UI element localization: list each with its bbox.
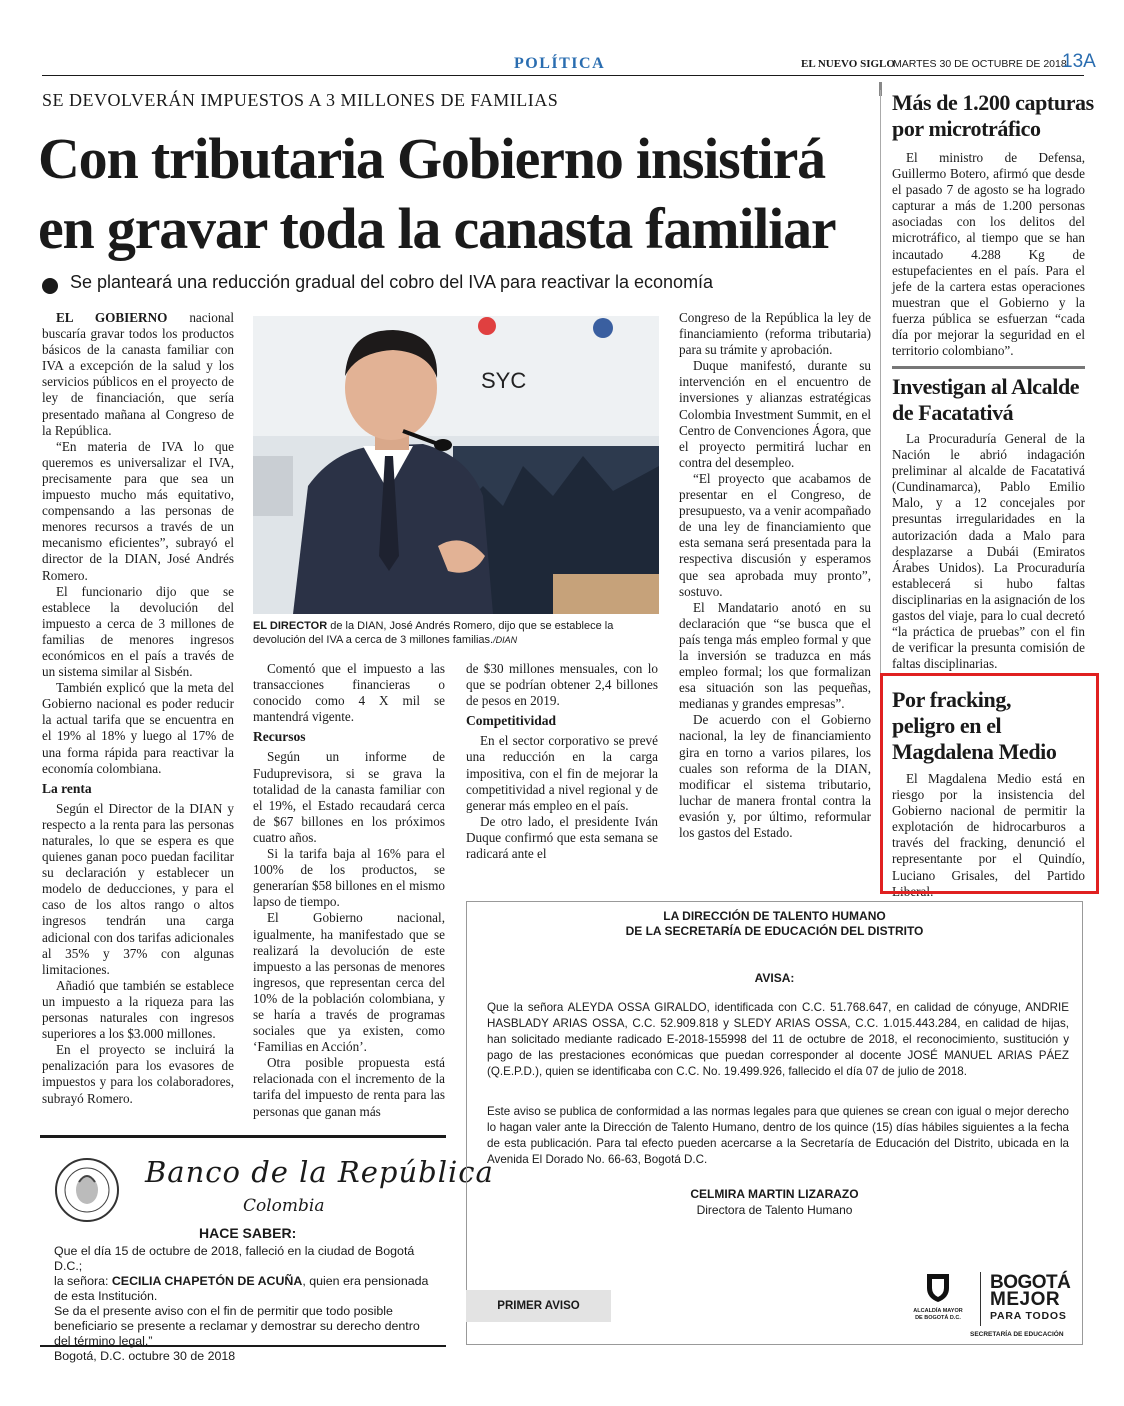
headline-line-1: Con tributaria Gobierno insistirá [38, 126, 825, 191]
caption-text: de la DIAN, José Andrés Romero, dijo que se establece la devolución del IVA a cerca de 3 millones familias. [253, 620, 614, 646]
paragraph: De acuerdo con el Gobierno nacional, la ley de financiamiento gira en torno a varios pilares, los cuales son reforma de la DIAN, modificar el sistema tributario, luchar de manera frontal contra la evasión y, por último, reformular los gastos del Estado. [679, 712, 871, 840]
paragraph: de $30 millones mensuales, con lo que se podrían obtener 2,4 billones de pesos en 2019. [466, 661, 658, 709]
paragraph-text: nacional buscaría gravar todos los productos básicos de la canasta familiar con IVA a excepción de la salud y los servicios públicos en el proyecto de ley de financiación, que sería presentado mañana al Congreso de la República. [42, 310, 234, 438]
paragraph: De otro lado, el presidente Iván Duque confirmó que esta semana se radicará ante el [466, 813, 658, 862]
notice-title-2: DE LA SECRETARÍA DE EDUCACIÓN DEL DISTRITO [625, 924, 924, 938]
paragraph: Comentó que el impuesto a las transacciones financieras o conocido como 4 X mil se mantendrá vigente. [253, 661, 445, 725]
paragraph: Si la tarifa baja al 16% para el 100% de los productos, se generarían $58 billones en el mismo lapso de tiempo. [253, 846, 445, 910]
banco-notice-body [54, 1244, 436, 1364]
signer-name: CELMIRA MARTIN LIZARAZO [690, 1187, 859, 1201]
deceased-name: CECILIA CHAPETÓN DE ACUÑA [111, 1274, 303, 1288]
secretaria-text: SECRETARÍA DE EDUCACIÓN [970, 1331, 1064, 1338]
avisa-label: AVISA: [754, 971, 795, 985]
paragraph: “El proyecto que acabamos de presentar en el Congreso, de presupuesto, va a venir acompañado de una ley de financiamiento que esta semana será presentada para la respectiva discusión y esperamos que sea aprobada muy pronto”, sostuvo. [679, 470, 871, 599]
sidebar-story1-title-line1: Más de 1.200 capturas [892, 90, 1094, 115]
story-photo [253, 316, 659, 614]
paragraph: Otra posible propuesta está relacionada con el incremento de la tarifa del impuesto de renta para las personas que ganan más [253, 1055, 445, 1119]
paragraph: También explicó que la meta del Gobierno nacional es poder reducir la actual tarifa que se encuentra en el 19% al 18% y luego al 17% de una forma rápida para reactivar la economía colombiana. [42, 680, 234, 776]
paragraph: “En materia de IVA lo que queremos es universalizar el IVA, precisamente para que sea un impuesto mucho más equitativo, compensando a las personas de menores recursos a través de un mecanismo eficientes”, subrayó el director de la DIAN, José Andrés Romero. [42, 438, 234, 583]
sidebar-story3-title-line3: Magdalena Medio [892, 739, 1057, 764]
alcaldia-logo [913, 1270, 963, 1322]
article-column-2 [253, 661, 445, 1120]
paragraph: En el sector corporativo se prevé una reducción en la carga impositiva, con el fin de mejorar la competitividad a nivel regional y de generar más empleo en el país. [466, 733, 658, 813]
paragraph: El ministro de Defensa, Guillermo Botero, afirmó que desde el pasado 7 de agosto se ha logrado capturar a más de 1.200 personas asociadas con los delitos del microtráfico, al tiempo que se han incautado 4.288 Kg de estupefacientes en el país. Para el jefe de la cartera estas operaciones muestran que el Gobierno y la fuerza pública se esfuerzan “cada día por mejorar la seguridad en el territorio colombiano”. [892, 150, 1085, 359]
logo-text-bogota: BOGOTÁ [990, 1272, 1071, 1293]
subhead-recursos: Recursos [253, 729, 306, 745]
notice-line: Que el día 15 de octubre de 2018, falleció en la ciudad de Bogotá D.C.; [54, 1244, 415, 1273]
paragraph: En el proyecto se incluirá la penalización para los evasores de impuestos y para los colaboradores, subrayó Romero. [42, 1042, 234, 1106]
notice-line: Bogotá, D.C. octubre 30 de 2018 [54, 1349, 236, 1363]
paragraph: Congreso de la República la ley de financiamiento (reforma tributaria) para su trámite y aprobación. [679, 310, 871, 358]
sidebar-story1-title-line2: por microtráfico [892, 116, 1041, 141]
paragraph: El funcionario dijo que se establece la devolución del impuesto a cerca de 3 millones de familias de menores ingresos económicos en el país a través de un sistema similar al Sisbén. [42, 583, 234, 680]
lead-in: EL GOBIERNO [56, 310, 168, 325]
photo-credit: /DIAN [493, 635, 518, 645]
photo-caption [253, 619, 659, 647]
caption-lead: EL DIRECTOR [253, 620, 328, 632]
story-deck: Se planteará una reducción gradual del cobro del IVA para reactivar la economía [70, 272, 714, 292]
signer-role: Directora de Talento Humano [696, 1203, 853, 1217]
logo-divider [980, 1272, 981, 1326]
banco-seal-icon [55, 1158, 119, 1222]
paragraph: Según un informe de Fuduprevisora, si se grava la totalidad de la canasta familiar con el 19%, el Estado recaudará cerca de $67 billones en los próximos cuatro años. [253, 749, 445, 845]
banco-name: Banco de la República [145, 1155, 494, 1189]
paragraph: El Mandatario anotó en su declaración que “se busca que el país tenga más empleo formal y que la inversión se traduzca en más empleo formal; los que formalizan esa situación son las pequeñas, medianas y grandes empresas”. [679, 599, 871, 712]
paragraph: El Gobierno nacional, igualmente, ha manifestado que se realizará la devolución de este impuesto a las personas de menores ingresos, que representan cerca del 10% de la población colombiana, y se haría a través de programas sociales que ya existen, como ‘Familias en Acción’. [253, 910, 445, 1055]
paragraph: El Magdalena Medio está en riesgo por la insistencia del Gobierno nacional de permitir la explotación de hidrocarburos a través del fracking, denunció el representante por el Quindío, Luciano Grisales, del Partido Liberal. [892, 771, 1085, 899]
notice-line [54, 1274, 436, 1304]
paragraph: Duque manifestó, durante su intervención en el encuentro de inversiones y alianzas estratégicas Colombia Investment Summit, en el Centro de Convenciones Ágora, que el proyecto permitirá luchar en contra del desempleo. [679, 358, 871, 470]
paragraph: Añadió que también se establece un impuesto a la riqueza para las personas naturales con ingresos superiores a los $3.000 millones. [42, 977, 234, 1042]
page-number: 13A [1062, 51, 1096, 72]
notice-paragraph-1: Que la señora ALEYDA OSSA GIRALDO, identificada con C.C. 51.768.647, en calidad de cónyuge, ANDRIE HASBLADY ARIAS OSSA, C.C. 52.909.818 y SLEDY ARIAS OSSA, C.C. 1.015.443.284, en calidad de hijas, han solicitado mediante radicado E-2018-155998 del 11 de octubre de 2018, el reconocimiento, sustitución y pago de las prestaciones económicas que puedan corresponder al docente JOSÉ MANUEL ARIAS PÁEZ (Q.E.P.D.), quien se identificaba con C.C. No. 19.499.926, fallecido el día 07 de julio de 2018. [487, 1001, 1069, 1078]
notice-paragraph-2: Este aviso se publica de conformidad a las normas legales para que quienes se crean con igual o mejor derecho lo hagan valer ante la Dirección de Talento Humano, dentro de los quince (15) días hábiles siguientes a la fecha de esta publicación. Para tal efecto pueden acercarse a la Secretaría de Educación del Distrito, ubicada en la Avenida El Dorado No. 66-63, Bogotá D.C. [487, 1105, 1069, 1166]
sidebar-story2-body [892, 431, 1085, 672]
hace-saber-title: HACE SABER: [199, 1225, 297, 1241]
paragraph: La Procuraduría General de la Nación le abrió indagación preliminar al alcalde de Facatativá (Cundinamarca), Pablo Emilio Malo, y a 12 concejales por presuntas irregularidades en la autorización dada a Malo para desplazarse a Dubái (Emiratos Árabes Unidos). La Procuraduría establecerá si hubo faltas disciplinarias en la asignación de los gastos del viaje, para lo cual decretó “la práctica de pruebas” con el fin de verificar la presunta comisión de faltas disciplinarias. [892, 431, 1085, 672]
paragraph [42, 310, 234, 439]
sidebar-story1-body [892, 150, 1085, 359]
paragraph: Según el Director de la DIAN y respecto a la renta para las personas naturales, lo que se espera es que quienes ganan poco puedan facilitar su declaración y establecer un modelo de deducciones, y para el caso de los altos rango o altos ingresos tendrán una carga adicional con dos tarifas adicionales al 35% y 37% con algunas limitaciones. [42, 800, 234, 977]
issue-date: MARTES 30 DE OCTUBRE DE 2018 [893, 58, 1067, 70]
sidebar-story2-title-line2: de Facatativá [892, 400, 1014, 425]
notice-top-rule [40, 1135, 446, 1138]
bullet-dot-icon [42, 278, 58, 294]
logo-text-mejor: MEJOR [990, 1289, 1061, 1310]
coat-of-arms-icon [921, 1270, 955, 1304]
banco-country: Colombia [243, 1196, 325, 1216]
subhead-renta: La renta [42, 780, 92, 796]
notice-line: Se da el presente aviso con el fin de permitir que todo posible beneficiario se presente a reclamar y demostrar su derecho dentro del término legal.” [54, 1304, 420, 1348]
sidebar-story3-title-line1: Por fracking, [892, 687, 1012, 712]
alcaldia-text: ALCALDÍA MAYOR DE BOGOTÁ D.C. [913, 1308, 963, 1321]
highlight-box [880, 673, 1099, 894]
header-rule [42, 75, 1084, 76]
primer-aviso-label: PRIMER AVISO [466, 1290, 611, 1322]
sidebar-rule [892, 366, 1085, 369]
article-column-3 [466, 661, 658, 862]
sidebar-story2-title-line1: Investigan al Alcalde [892, 374, 1080, 399]
sidebar-story3-title-line2: peligro en el [892, 713, 1002, 738]
bogota-mejor-logo [990, 1274, 1070, 1325]
notice-text: , quien era pensionada de esta Institución. [54, 1274, 429, 1303]
photo-sign-text: SYC [481, 368, 527, 393]
subhead-competitividad: Competitividad [466, 713, 557, 729]
headline-line-2: en gravar toda la canasta familiar [38, 196, 836, 261]
article-column-4 [679, 310, 871, 841]
newspaper-name: EL NUEVO SIGLO [801, 58, 895, 70]
article-column-1 [42, 310, 234, 1107]
section-label: POLÍTICA [514, 55, 606, 72]
logo-text-para-todos: PARA TODOS [990, 1310, 1067, 1322]
notice-text: la señora: [54, 1274, 112, 1288]
notice-title-1: LA DIRECCIÓN DE TALENTO HUMANO [663, 909, 886, 923]
story-kicker: SE DEVOLVERÁN IMPUESTOS A 3 MILLONES DE FAMILIAS [42, 90, 559, 110]
